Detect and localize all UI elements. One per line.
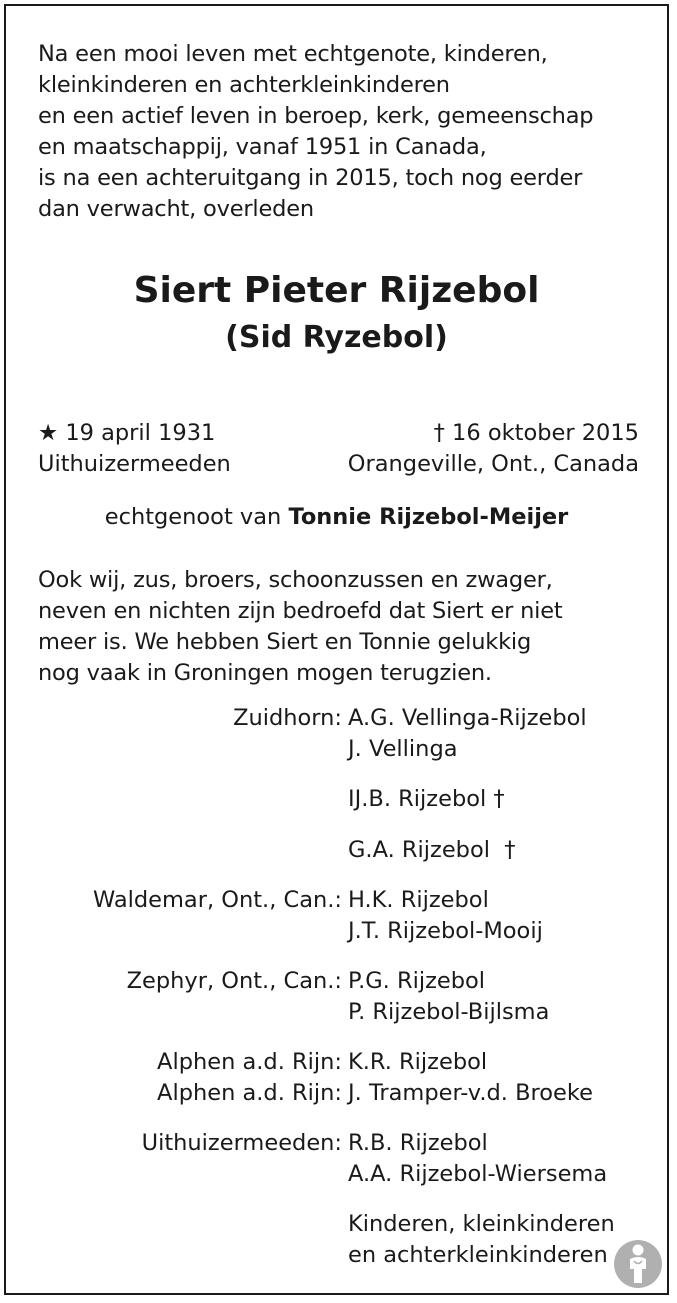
signer-name: P.G. Rijzebol — [348, 968, 486, 994]
signer-name: IJ.B. Rijzebol † — [348, 786, 505, 812]
signer-group — [6, 784, 667, 815]
signer-place: Alphen a.d. Rijn: — [157, 1079, 342, 1106]
message-line: nog vaak in Groningen mogen terugzien. — [38, 660, 492, 686]
spouse-prefix: echtgenoot van — [104, 504, 282, 530]
dates-block — [38, 418, 639, 480]
signer-name: A.A. Rijzebol-Wiersema — [348, 1160, 608, 1187]
spouse-line — [6, 502, 667, 533]
obituary-card — [4, 4, 669, 1295]
message-line: meer is. We hebben Siert en Tonnie gelukkig — [38, 629, 532, 655]
signers-list — [6, 703, 667, 1290]
signer-place: Waldemar, Ont., Can.: — [93, 887, 342, 913]
signer-place: Zephyr, Ont., Can.: — [126, 968, 342, 994]
signer-name: P. Rijzebol-Bijlsma — [348, 998, 550, 1025]
intro-line: kleinkinderen en achterkleinkinderen — [38, 72, 450, 98]
intro-line: en maatschappij, vanaf 1951 in Canada, — [38, 134, 487, 160]
memorial-figure-icon — [613, 1239, 663, 1289]
signer-place — [6, 916, 342, 947]
signer-name: R.B. Rijzebol — [348, 1130, 488, 1156]
signer-place — [6, 784, 342, 815]
intro-line: Na een mooi leven met echtgenote, kinderen, — [38, 41, 548, 67]
signer-place — [6, 835, 342, 866]
signer-name: J.T. Rijzebol-Mooij — [348, 917, 543, 944]
message-line: neven en nichten zijn bedroefd dat Siert er niet — [38, 598, 563, 624]
signer-group — [6, 885, 667, 946]
signer-place — [6, 1159, 342, 1190]
deceased-name: Siert Pieter Rijzebol — [133, 270, 540, 311]
signer-group — [6, 1128, 667, 1189]
deceased-alias: (Sid Ryzebol) — [225, 320, 448, 355]
family-message — [38, 565, 648, 689]
signer-group — [6, 966, 667, 1027]
intro-text — [38, 39, 638, 225]
signer-name: K.R. Rijzebol — [348, 1049, 488, 1075]
birth-place: Uithuizermeeden — [38, 451, 231, 477]
signer-place — [6, 1209, 342, 1240]
signer-name: G.A. Rijzebol † — [348, 836, 516, 863]
death-place: Orangeville, Ont., Canada — [347, 451, 639, 477]
spouse-name: Tonnie Rijzebol-Meijer — [288, 504, 569, 530]
signer-place — [6, 734, 342, 765]
signer-name: J. Tramper-v.d. Broeke — [348, 1079, 593, 1106]
intro-line: en een actief leven in beroep, kerk, gemeenschap — [38, 103, 594, 129]
signer-place: Uithuizermeeden: — [141, 1130, 342, 1156]
signer-group — [6, 835, 667, 866]
intro-line: dan verwacht, overleden — [38, 196, 314, 222]
death-date: † 16 oktober 2015 — [433, 420, 639, 446]
message-line: Ook wij, zus, broers, schoonzussen en zwager, — [38, 567, 553, 593]
signer-name: A.G. Vellinga-Rijzebol — [348, 705, 587, 731]
signer-place — [6, 997, 342, 1028]
signer-name: en achterkleinkinderen — [348, 1241, 608, 1268]
signer-name: Kinderen, kleinkinderen — [348, 1211, 615, 1237]
birth-date: ★ 19 april 1931 — [38, 420, 216, 446]
signer-name: J. Vellinga — [348, 735, 458, 762]
signer-place: Zuidhorn: — [233, 705, 342, 731]
signer-name: H.K. Rijzebol — [348, 887, 489, 913]
signer-group — [6, 703, 667, 764]
signer-place: Alphen a.d. Rijn: — [157, 1049, 342, 1075]
signer-group — [6, 1209, 667, 1270]
signer-place — [6, 1240, 342, 1271]
intro-line: is na een achteruitgang in 2015, toch nog eerder — [38, 165, 583, 191]
signer-group — [6, 1047, 667, 1108]
